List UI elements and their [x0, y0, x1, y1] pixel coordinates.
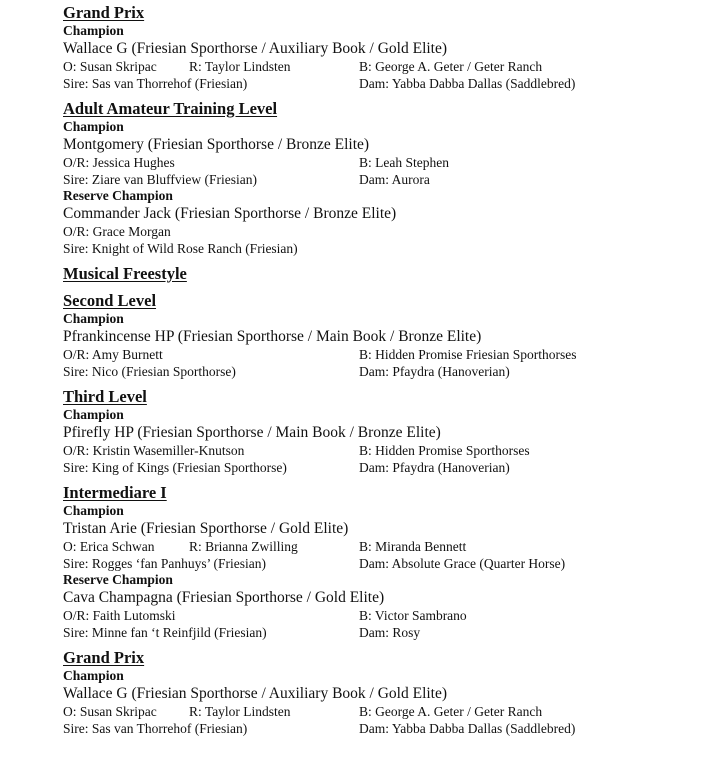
section-title: Musical Freestyle	[63, 264, 187, 283]
entry-champion	[63, 311, 726, 380]
rider: R: Taylor Lindsten	[189, 59, 291, 74]
section-third-level	[63, 387, 726, 476]
dam: Dam: Yabba Dabba Dallas (Saddlebred)	[359, 721, 576, 736]
owner-row	[63, 154, 726, 171]
section-grand-prix-2	[63, 648, 726, 737]
dam: Dam: Yabba Dabba Dallas (Saddlebred)	[359, 76, 576, 91]
pedigree-row	[63, 363, 726, 380]
entry-champion	[63, 23, 726, 92]
breeder: B: Leah Stephen	[359, 155, 449, 170]
breeder: B: George A. Geter / Geter Ranch	[359, 59, 543, 74]
entry-champion	[63, 407, 726, 476]
owner-rider: O/R: Amy Burnett	[63, 347, 163, 362]
breeder: B: Hidden Promise Friesian Sporthorses	[359, 347, 577, 362]
section-intermediare-i	[63, 483, 726, 641]
award-label: Reserve Champion	[63, 188, 173, 203]
award-label: Champion	[63, 503, 124, 518]
owner-rider: O/R: Kristin Wasemiller-Knutson	[63, 443, 245, 458]
breeder: B: George A. Geter / Geter Ranch	[359, 704, 543, 719]
pedigree-row	[63, 624, 726, 641]
dam: Dam: Pfaydra (Hanoverian)	[359, 364, 510, 379]
owner-rider: O/R: Faith Lutomski	[63, 608, 176, 623]
owner: O: Susan Skripac	[63, 59, 157, 74]
pedigree-row	[63, 720, 726, 737]
award-label: Champion	[63, 311, 124, 326]
sire: Sire: Knight of Wild Rose Ranch (Friesian)	[63, 241, 298, 256]
horse-name: Montgomery (Friesian Sporthorse / Bronze Elite)	[63, 136, 370, 153]
owner-row	[63, 607, 726, 624]
pedigree-row	[63, 459, 726, 476]
horse-name: Cava Champagna (Friesian Sporthorse / Gold Elite)	[63, 589, 385, 606]
section-musical-freestyle	[63, 264, 726, 284]
horse-name: Pfrankincense HP (Friesian Sporthorse / Main Book / Bronze Elite)	[63, 328, 482, 345]
entry-reserve-champion	[63, 188, 726, 257]
section-second-level	[63, 291, 726, 380]
sire: Sire: Sas van Thorrehof (Friesian)	[63, 721, 248, 736]
rider: R: Taylor Lindsten	[189, 704, 291, 719]
award-label: Champion	[63, 23, 124, 38]
owner: O: Erica Schwan	[63, 539, 155, 554]
breeder: B: Victor Sambrano	[359, 608, 467, 623]
section-title: Third Level	[63, 387, 147, 406]
pedigree-row	[63, 75, 726, 92]
dam: Dam: Aurora	[359, 172, 430, 187]
breeder: B: Hidden Promise Sporthorses	[359, 443, 530, 458]
award-label: Champion	[63, 668, 124, 683]
sire: Sire: Ziare van Bluffview (Friesian)	[63, 172, 257, 187]
owner-row	[63, 538, 726, 555]
section-title: Grand Prix	[63, 3, 145, 22]
pedigree-row	[63, 240, 726, 257]
section-title: Adult Amateur Training Level	[63, 99, 278, 118]
horse-name: Commander Jack (Friesian Sporthorse / Bronze Elite)	[63, 205, 397, 222]
pedigree-row	[63, 555, 726, 572]
sire: Sire: Nico (Friesian Sporthorse)	[63, 364, 236, 379]
horse-name: Wallace G (Friesian Sporthorse / Auxiliary Book / Gold Elite)	[63, 685, 448, 702]
entry-champion	[63, 503, 726, 572]
breeder: B: Miranda Bennett	[359, 539, 467, 554]
sire: Sire: Sas van Thorrehof (Friesian)	[63, 76, 248, 91]
dam: Dam: Rosy	[359, 625, 421, 640]
sire: Sire: King of Kings (Friesian Sporthorse)	[63, 460, 287, 475]
rider: R: Brianna Zwilling	[189, 539, 298, 554]
pedigree-row	[63, 171, 726, 188]
award-label: Champion	[63, 407, 124, 422]
owner-row	[63, 58, 726, 75]
horse-name: Wallace G (Friesian Sporthorse / Auxiliary Book / Gold Elite)	[63, 40, 448, 57]
section-title: Grand Prix	[63, 648, 145, 667]
entry-champion	[63, 668, 726, 737]
dam: Dam: Pfaydra (Hanoverian)	[359, 460, 510, 475]
section-adult-amateur-training-level	[63, 99, 726, 257]
sire: Sire: Minne fan ‘t Reinfjild (Friesian)	[63, 625, 267, 640]
owner-row	[63, 223, 726, 240]
section-title: Intermediare I	[63, 483, 167, 502]
entry-champion	[63, 119, 726, 188]
sire: Sire: Rogges ‘fan Panhuys’ (Friesian)	[63, 556, 266, 571]
owner: O: Susan Skripac	[63, 704, 157, 719]
entry-reserve-champion	[63, 572, 726, 641]
award-label: Champion	[63, 119, 124, 134]
owner-rider: O/R: Jessica Hughes	[63, 155, 175, 170]
horse-name: Tristan Arie (Friesian Sporthorse / Gold Elite)	[63, 520, 349, 537]
owner-row	[63, 442, 726, 459]
award-label: Reserve Champion	[63, 572, 173, 587]
owner-row	[63, 703, 726, 720]
dam: Dam: Absolute Grace (Quarter Horse)	[359, 556, 566, 571]
owner-rider: O/R: Grace Morgan	[63, 224, 171, 239]
section-title: Second Level	[63, 291, 157, 310]
horse-name: Pfirefly HP (Friesian Sporthorse / Main Book / Bronze Elite)	[63, 424, 441, 441]
section-grand-prix	[63, 3, 726, 92]
owner-row	[63, 346, 726, 363]
